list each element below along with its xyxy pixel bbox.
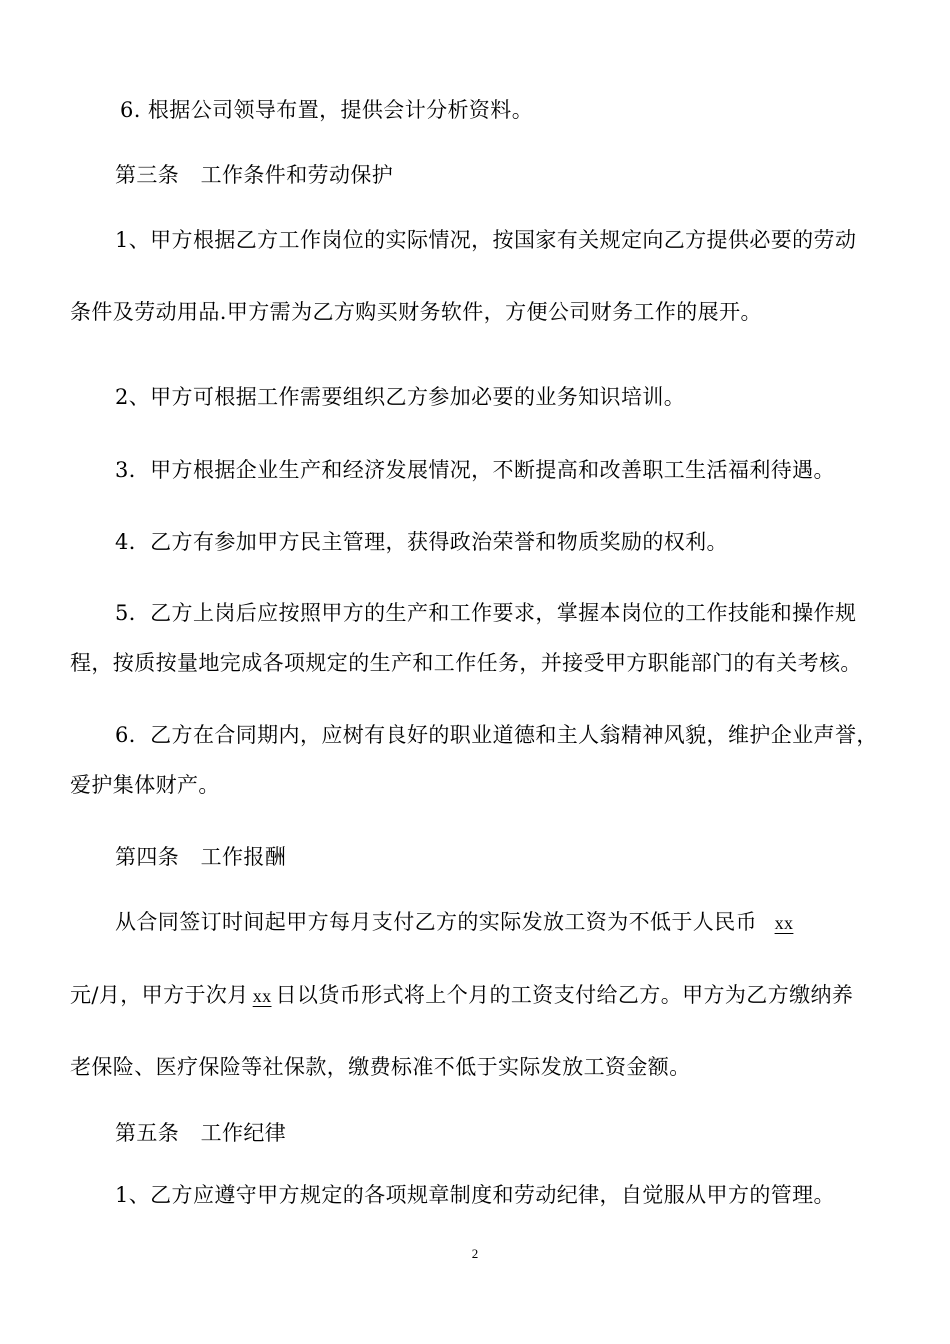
salary-amount-blank: xx <box>774 913 794 933</box>
article-3-clause-4: 4．乙方有参加甲方民主管理，获得政治荣誉和物质奖励的权利。 <box>115 530 728 554</box>
article-4-line-2 <box>70 980 853 1011</box>
article-3-clause-1-line-1: 1、甲方根据乙方工作岗位的实际情况，按国家有关规定向乙方提供必要的劳动 <box>115 228 857 252</box>
page-number: 2 <box>471 1246 479 1261</box>
article-3-heading: 第三条 工作条件和劳动保护 <box>115 163 394 187</box>
article-4-line-2-suffix: 日以货币形式将上个月的工资支付给乙方。甲方为乙方缴纳养 <box>275 983 854 1007</box>
article-4-line-1-text: 从合同签订时间起甲方每月支付乙方的实际发放工资为不低于人民币 <box>115 910 757 934</box>
item-6-accounting-analysis: 6. 根据公司领导布置，提供会计分析资料。 <box>120 98 534 122</box>
article-3-clause-3: 3．甲方根据企业生产和经济发展情况，不断提高和改善职工生活福利待遇。 <box>115 458 835 482</box>
article-4-line-2-prefix: 元/月，甲方于次月 <box>70 983 249 1007</box>
payday-blank: xx <box>252 986 272 1006</box>
article-4-line-1 <box>115 907 811 938</box>
article-4-line-3: 老保险、医疗保险等社保款，缴费标准不低于实际发放工资金额。 <box>70 1055 691 1079</box>
article-3-clause-5-line-2: 程，按质按量地完成各项规定的生产和工作任务，并接受甲方职能部门的有关考核。 <box>70 651 862 675</box>
article-5-heading: 第五条 工作纪律 <box>115 1121 287 1145</box>
article-3-clause-5-line-1: 5．乙方上岗后应按照甲方的生产和工作要求，掌握本岗位的工作技能和操作规 <box>115 601 857 625</box>
article-3-clause-1-line-2: 条件及劳动用品.甲方需为乙方购买财务软件，方便公司财务工作的展开。 <box>70 300 762 324</box>
article-5-clause-1: 1、乙方应遵守甲方规定的各项规章制度和劳动纪律，自觉服从甲方的管理。 <box>115 1183 835 1207</box>
article-3-clause-2: 2、甲方可根据工作需要组织乙方参加必要的业务知识培训。 <box>115 385 686 409</box>
article-3-clause-6-line-1: 6．乙方在合同期内，应树有良好的职业道德和主人翁精神风貌，维护企业声誉， <box>115 723 878 747</box>
article-3-clause-6-line-2: 爱护集体财产。 <box>70 773 220 797</box>
article-4-heading: 第四条 工作报酬 <box>115 845 287 869</box>
